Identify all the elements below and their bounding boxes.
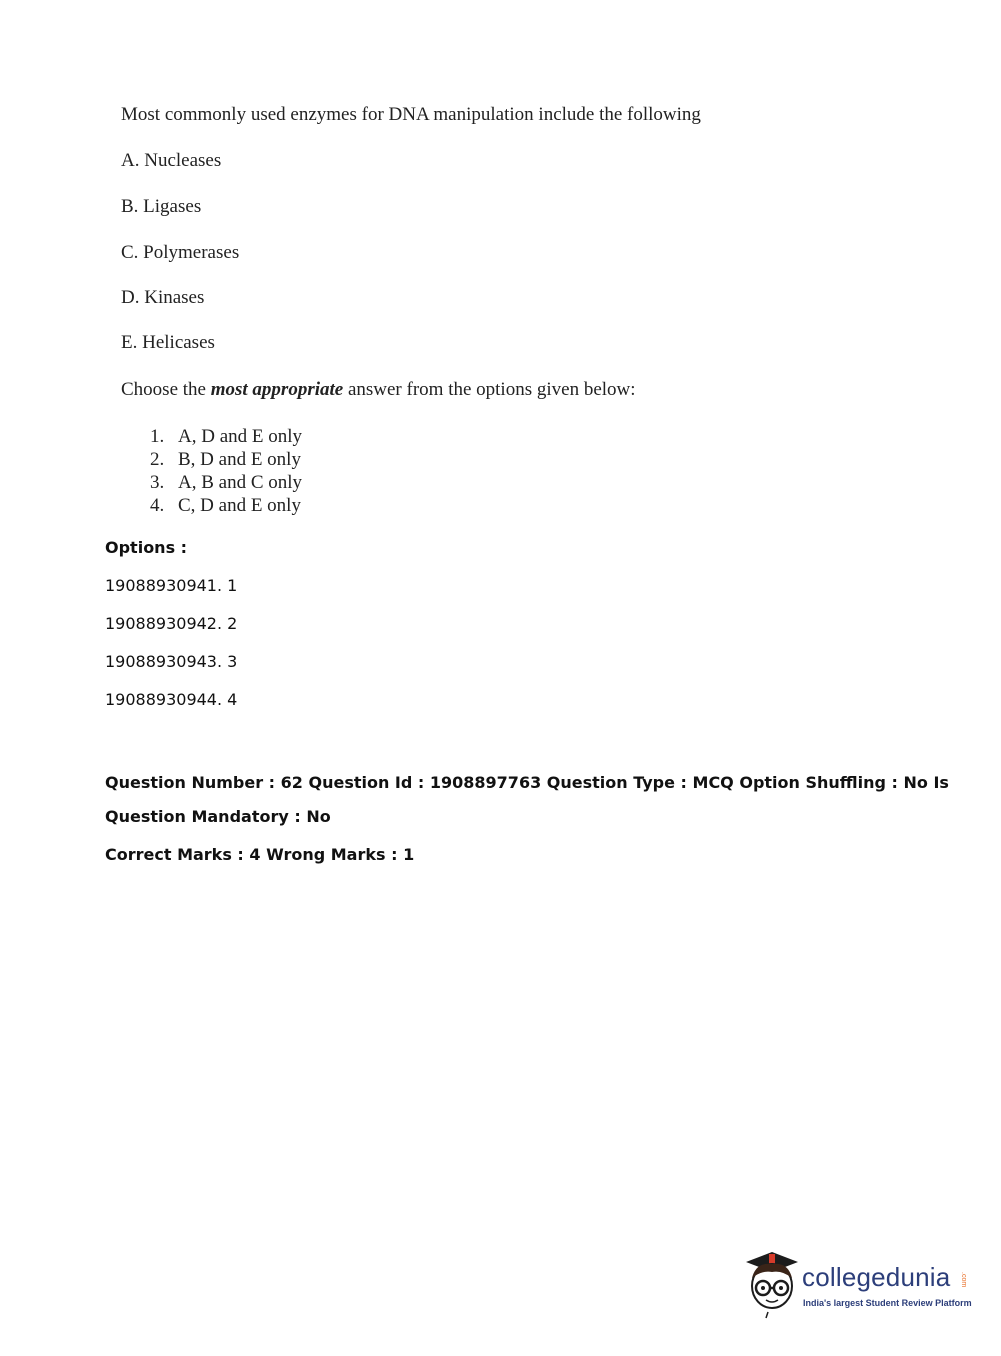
choice-number: 2. bbox=[150, 449, 165, 470]
logo-wordmark: collegedunia bbox=[802, 1262, 951, 1292]
choice-item-1 bbox=[150, 425, 302, 448]
choice-number: 4. bbox=[150, 495, 165, 516]
instruction-after: answer from the options given below: bbox=[343, 379, 636, 400]
instruction-emphasis: most appropriate bbox=[210, 379, 344, 400]
choice-text: C, D and E only bbox=[178, 495, 301, 516]
collegedunia-logo bbox=[742, 1248, 972, 1320]
options-heading: Options : bbox=[105, 538, 188, 557]
choice-item-2 bbox=[150, 448, 302, 471]
option-item-4: 19088930944. 4 bbox=[105, 690, 238, 709]
choice-text: A, B and C only bbox=[178, 472, 303, 493]
choice-text: A, D and E only bbox=[178, 426, 303, 447]
question-meta-line2: Question Mandatory : No bbox=[105, 807, 331, 826]
instruction-before: Choose the bbox=[121, 379, 211, 400]
question-meta-line1: Question Number : 62 Question Id : 1908897763 Question Type : MCQ Option Shuffling : No Is bbox=[105, 773, 949, 792]
option-item-1: 19088930941. 1 bbox=[105, 576, 238, 595]
choice-list bbox=[150, 425, 302, 517]
statement-b: B. Ligases bbox=[121, 196, 202, 217]
statement-d: D. Kinases bbox=[121, 287, 205, 308]
mascot-icon bbox=[742, 1248, 802, 1320]
logo-suffix: .com bbox=[960, 1272, 967, 1288]
option-item-2: 19088930942. 2 bbox=[105, 614, 238, 633]
logo-tagline: India's largest Student Review Platform bbox=[803, 1298, 972, 1308]
question-prompt: Most commonly used enzymes for DNA manipulation include the following bbox=[121, 104, 701, 125]
choice-item-3 bbox=[150, 471, 302, 494]
choice-text: B, D and E only bbox=[178, 449, 301, 470]
choice-number: 1. bbox=[150, 426, 165, 447]
instruction bbox=[121, 379, 636, 401]
choice-item-4 bbox=[150, 494, 302, 517]
statement-c: C. Polymerases bbox=[121, 242, 240, 263]
question-meta-line3: Correct Marks : 4 Wrong Marks : 1 bbox=[105, 845, 415, 864]
choice-number: 3. bbox=[150, 472, 165, 493]
statement-e: E. Helicases bbox=[121, 332, 215, 353]
option-item-3: 19088930943. 3 bbox=[105, 652, 238, 671]
statement-a: A. Nucleases bbox=[121, 150, 222, 171]
